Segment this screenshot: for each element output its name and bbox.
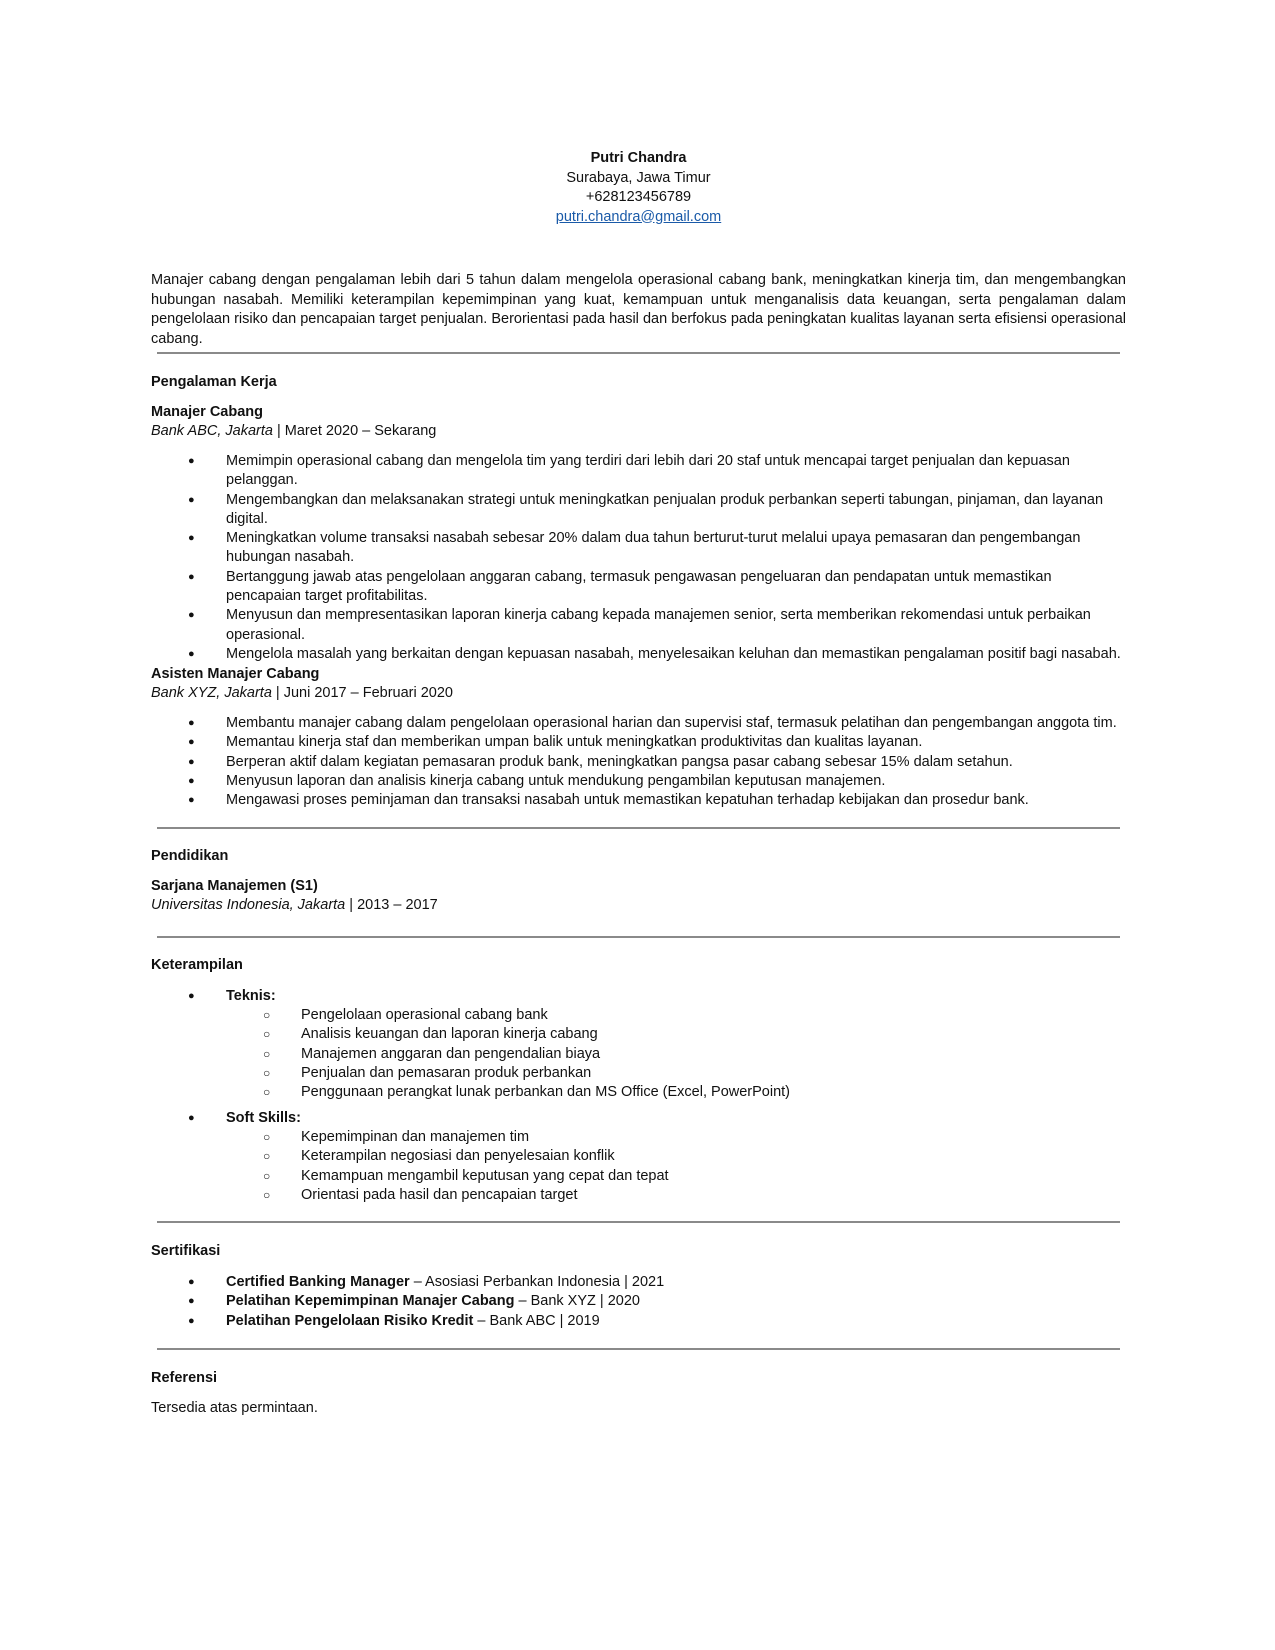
bullet-icon: ● bbox=[188, 570, 195, 583]
bullet-icon: ● bbox=[188, 455, 195, 467]
section-divider bbox=[157, 352, 1120, 354]
bullet-icon: ● bbox=[188, 1112, 195, 1124]
circle-bullet-icon: ○ bbox=[263, 1168, 271, 1183]
school-period bbox=[151, 897, 438, 913]
bullet-icon: ● bbox=[188, 532, 195, 545]
list-item: ● Mengembangkan dan melaksanakan strategi untuk meningkatkan penjualan produk perbankan seperti tabungan, pinjaman, dan layanan digital. bbox=[188, 491, 1104, 527]
list-item: ○ Analisis keuangan dan laporan kinerja cabang bbox=[151, 1025, 790, 1044]
bullet-icon: ● bbox=[188, 493, 195, 506]
list-item: ● Memimpin operasional cabang dan mengelola tim yang terdiri dari lebih dari 20 staf untuk mencapai target penjualan dan kepuasan pelanggan. bbox=[188, 453, 1070, 489]
candidate-location: Surabaya, Jawa Timur bbox=[566, 169, 711, 186]
section-divider bbox=[157, 827, 1120, 829]
job-duties-list bbox=[151, 452, 1126, 664]
job-title: Asisten Manajer Cabang bbox=[151, 666, 320, 682]
school-name: Universitas Indonesia, Jakarta bbox=[151, 897, 346, 913]
list-item: ○ Pengelolaan operasional cabang bank bbox=[151, 1006, 790, 1025]
professional-summary: Manajer cabang dengan pengalaman lebih dari 5 tahun dalam mengelola operasional cabang bank, meningkatkan kinerja tim, dan mengembangkan hubungan nasabah. Memiliki keterampilan kepemimpinan yang kuat, kemampuan untuk menganalisis data keuangan, serta pengalaman dalam pengelolaan risiko dan pencapaian target penjualan. Berorientasi pada hasil dan berfokus pada peningkatan kualitas layanan serta efisiensi operasional cabang. bbox=[151, 272, 1126, 347]
skills-group bbox=[151, 1109, 1126, 1128]
job-company: Bank ABC, Jakarta bbox=[151, 423, 273, 439]
bullet-icon: ● bbox=[188, 1276, 195, 1288]
bullet-icon: ● bbox=[188, 1314, 195, 1327]
certification-detail: – Bank ABC | 2019 bbox=[473, 1312, 600, 1329]
education-period: | 2013 – 2017 bbox=[345, 897, 438, 913]
circle-bullet-icon: ○ bbox=[263, 1187, 271, 1202]
bullet-icon: ● bbox=[188, 609, 195, 622]
job-company-period bbox=[151, 685, 453, 701]
references-text: Tersedia atas permintaan. bbox=[151, 1400, 318, 1416]
section-divider bbox=[157, 936, 1120, 938]
list-item: ○ Kemampuan mengambil keputusan yang cepat dan tepat bbox=[151, 1167, 669, 1186]
circle-bullet-icon: ○ bbox=[263, 1085, 271, 1100]
circle-bullet-icon: ○ bbox=[263, 1008, 271, 1022]
resume-header bbox=[151, 149, 1126, 227]
degree-title: Sarjana Manajemen (S1) bbox=[151, 878, 318, 894]
candidate-phone: +628123456789 bbox=[585, 189, 692, 205]
list-item: ○ Penggunaan perangkat lunak perbankan dan MS Office (Excel, PowerPoint) bbox=[151, 1083, 790, 1102]
bullet-icon: ● bbox=[188, 990, 195, 1002]
list-item: ● Memantau kinerja staf dan memberikan umpan balik untuk meningkatkan produktivitas dan kualitas layanan. bbox=[151, 733, 1126, 752]
skills-heading: Keterampilan bbox=[151, 957, 243, 973]
circle-bullet-icon: ○ bbox=[263, 1149, 271, 1164]
bullet-icon: ● bbox=[188, 736, 195, 749]
certifications-list bbox=[151, 1273, 1126, 1331]
job-period: | Juni 2017 – Februari 2020 bbox=[271, 685, 453, 701]
list-item: ○ Manajemen anggaran dan pengendalian biaya bbox=[151, 1045, 790, 1064]
list-item: ● Berperan aktif dalam kegiatan pemasaran produk bank, meningkatkan pangsa pasar cabang sebesar 15% dalam setahun. bbox=[151, 753, 1126, 772]
certification-detail: – Asosiasi Perbankan Indonesia | 2021 bbox=[409, 1274, 665, 1290]
section-divider bbox=[157, 1221, 1120, 1223]
list-item: ● Bertanggung jawab atas pengelolaan anggaran cabang, termasuk pengawasan pengeluaran dan pendapatan untuk memastikan pencapaian target profitabilitas. bbox=[188, 568, 1052, 605]
bullet-icon: ● bbox=[188, 774, 195, 787]
references-heading: Referensi bbox=[151, 1370, 218, 1386]
circle-bullet-icon: ○ bbox=[263, 1046, 271, 1061]
certification-name: Pelatihan Kepemimpinan Manajer Cabang bbox=[226, 1293, 515, 1310]
skills-group-label: Soft Skills: bbox=[226, 1110, 301, 1126]
circle-bullet-icon: ○ bbox=[263, 1065, 271, 1080]
certification-name: Pelatihan Pengelolaan Risiko Kredit bbox=[226, 1312, 474, 1329]
education-heading: Pendidikan bbox=[151, 848, 229, 864]
list-item bbox=[151, 1312, 1126, 1331]
certification-name: Certified Banking Manager bbox=[226, 1274, 410, 1290]
list-item bbox=[151, 1273, 1126, 1292]
bullet-icon: ● bbox=[188, 647, 195, 660]
list-item: ● Mengelola masalah yang berkaitan dengan kepuasan nasabah, menyelesaikan keluhan dan memastikan pengalaman positif bagi nasabah. bbox=[151, 645, 1126, 664]
circle-bullet-icon: ○ bbox=[263, 1130, 271, 1144]
list-item bbox=[151, 1109, 1126, 1128]
list-item: ● Menyusun dan mempresentasikan laporan kinerja cabang kepada manajemen senior, serta memberikan rekomendasi untuk perbaikan operasional. bbox=[188, 607, 1091, 643]
job-duties-list bbox=[151, 714, 1126, 810]
experience-heading: Pengalaman Kerja bbox=[151, 374, 277, 390]
certifications-heading: Sertifikasi bbox=[151, 1243, 221, 1259]
bullet-icon: ● bbox=[188, 755, 195, 768]
list-item: ○ Orientasi pada hasil dan pencapaian target bbox=[151, 1186, 669, 1205]
section-divider bbox=[157, 1348, 1120, 1350]
certification-detail: – Bank XYZ | 2020 bbox=[514, 1293, 640, 1310]
bullet-icon: ● bbox=[188, 717, 195, 729]
job-period: | Maret 2020 – Sekarang bbox=[272, 423, 437, 439]
circle-bullet-icon: ○ bbox=[263, 1027, 271, 1042]
skills-group bbox=[151, 987, 1126, 1006]
bullet-icon: ● bbox=[188, 794, 195, 807]
list-item: ● Menyusun laporan dan analisis kinerja cabang untuk mendukung pengambilan keputusan manajemen. bbox=[151, 772, 1126, 791]
list-item: ● Meningkatkan volume transaksi nasabah sebesar 20% dalam dua tahun berturut-turut melalui upaya pemasaran dan pengembangan hubungan nasabah. bbox=[188, 530, 1081, 566]
job-company: Bank XYZ, Jakarta bbox=[151, 685, 272, 701]
job-company-period bbox=[151, 423, 436, 439]
list-item bbox=[151, 987, 1126, 1006]
list-item: ○ Penjualan dan pemasaran produk perbankan bbox=[151, 1064, 790, 1083]
skills-group-label: Teknis: bbox=[226, 988, 276, 1004]
bullet-icon: ● bbox=[188, 1295, 195, 1308]
list-item: ○ Kepemimpinan dan manajemen tim bbox=[151, 1128, 669, 1147]
soft-skills-list bbox=[151, 1128, 669, 1205]
list-item: ● Mengawasi proses peminjaman dan transaksi nasabah untuk memastikan kepatuhan terhadap kebijakan dan prosedur bank. bbox=[151, 791, 1126, 810]
list-item: ○ Keterampilan negosiasi dan penyelesaian konflik bbox=[151, 1147, 669, 1166]
list-item: ● Membantu manajer cabang dalam pengelolaan operasional harian dan supervisi staf, termasuk pelatihan dan pengembangan anggota tim. bbox=[151, 714, 1126, 733]
technical-skills-list bbox=[151, 1006, 790, 1102]
job-title: Manajer Cabang bbox=[151, 404, 263, 420]
list-item bbox=[151, 1292, 1126, 1311]
candidate-name: Putri Chandra bbox=[590, 150, 687, 166]
candidate-email-link[interactable]: putri.chandra@gmail.com bbox=[555, 208, 722, 225]
